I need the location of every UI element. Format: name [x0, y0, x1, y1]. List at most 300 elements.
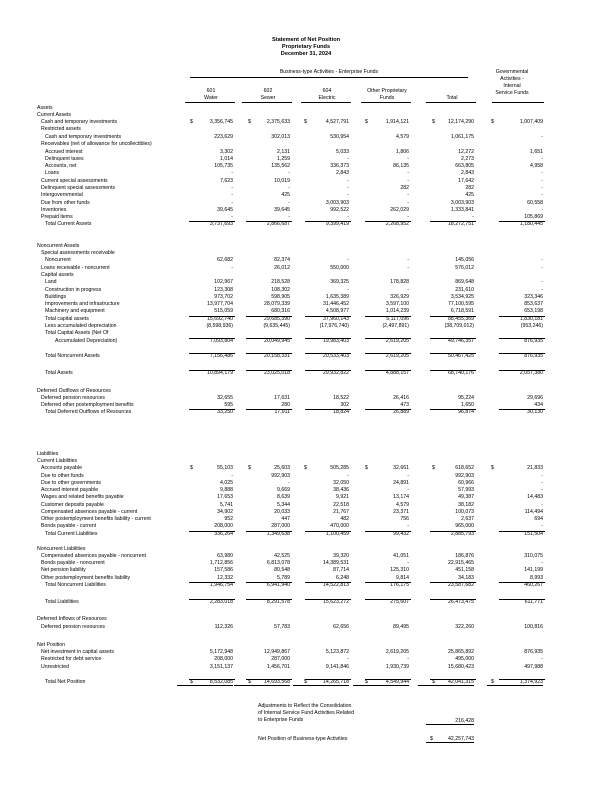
row-value: - — [347, 287, 349, 293]
row-label: Net investment in capital assets — [41, 649, 114, 655]
row-value: 1,014,239 — [385, 308, 409, 314]
column-header-rule — [185, 102, 235, 103]
row-value: 95,224 — [458, 395, 474, 401]
row-value: - — [541, 487, 543, 493]
row-value: - — [472, 214, 474, 220]
subtotal-rule — [430, 409, 476, 410]
row-value: 88,455,369 — [448, 316, 474, 322]
row-value: 141,199 — [524, 567, 543, 573]
row-value: 62,656 — [333, 624, 349, 630]
row-value: 108,302 — [271, 287, 290, 293]
row-value: 4,958 — [530, 163, 543, 169]
row-value: 218,528 — [271, 279, 290, 285]
column-header-3-l2: Electric — [318, 95, 336, 101]
row-label: Noncurrent — [45, 257, 71, 263]
column-header-1-l1: 601 — [206, 88, 216, 94]
row-value: 4,508,977 — [325, 308, 349, 314]
row-value: 460,267 — [524, 582, 543, 588]
row-label: Due to other governments — [41, 480, 101, 486]
subtotal-rule — [430, 338, 476, 339]
row-value: - — [541, 502, 543, 508]
row-value: 447 — [281, 516, 290, 522]
row-value: 3,597,100 — [385, 301, 409, 307]
row-value: - — [231, 473, 233, 479]
row-value: - — [347, 192, 349, 198]
net-position-business-value: 42,257,743 — [426, 736, 474, 743]
row-value: 2,268,952 — [385, 221, 409, 227]
row-value: 530,954 — [330, 134, 349, 140]
subtotal-rule — [365, 582, 411, 583]
row-label: Total Assets — [45, 370, 73, 376]
row-value: 32,661 — [393, 465, 409, 471]
row-value: 15,680,423 — [448, 664, 474, 670]
title-line-1: Statement of Net Position — [271, 37, 341, 43]
row-value: 1,100,459 — [325, 531, 349, 537]
row-value: 14,389,531 — [323, 560, 349, 566]
row-label: Loans receivable - noncurrent — [41, 265, 110, 271]
row-value: 1,180,445 — [519, 221, 543, 227]
row-value: 6,248 — [336, 575, 349, 581]
row-label: Current Liabilities — [37, 458, 78, 464]
row-value: 208,000 — [214, 523, 233, 529]
row-value: 756 — [400, 516, 409, 522]
gov-header-2: Activities - — [500, 76, 524, 82]
row-value: - — [407, 560, 409, 566]
row-value: 49,387 — [458, 494, 474, 500]
row-label: Machinery and equipment — [45, 308, 105, 314]
row-value: 611,771 — [524, 599, 543, 605]
subtotal-rule — [246, 531, 292, 532]
row-value: 29,696 — [527, 395, 543, 401]
row-value: 8,993 — [530, 575, 543, 581]
row-label: Wages and related benefits payable — [41, 494, 124, 500]
row-value: 28,079,339 — [264, 301, 290, 307]
row-value: - — [541, 178, 543, 184]
row-value: 14,265,718 — [293, 679, 349, 686]
subtotal-rule — [305, 370, 351, 371]
row-label: Unrestricted — [41, 664, 69, 670]
row-value: 157,586 — [214, 567, 233, 573]
row-value: 8,639 — [277, 494, 290, 500]
dollar-sign: $ — [491, 119, 494, 125]
row-value: 5,789 — [277, 575, 290, 581]
row-value: 39,320 — [333, 553, 349, 559]
row-value: 23,025,018 — [264, 370, 290, 376]
subtotal-rule — [189, 316, 235, 317]
row-value: 12,332 — [217, 575, 233, 581]
row-value: 208,000 — [214, 656, 233, 662]
row-value: - — [407, 200, 409, 206]
row-label: Bonds payable - noncurrent — [41, 560, 105, 566]
row-value: 2,619,205 — [385, 649, 409, 655]
row-value: 37,960,143 — [323, 316, 349, 322]
row-value: 178,828 — [390, 279, 409, 285]
subtotal-rule — [430, 221, 476, 222]
row-value: (953,246) — [520, 323, 543, 329]
row-value: 497,988 — [524, 664, 543, 670]
row-value: 2,619,205 — [385, 338, 409, 344]
row-label: Inventories — [41, 207, 67, 213]
row-label: Deferred Inflows of Resources — [37, 616, 107, 622]
row-value: 14,693,568 — [234, 679, 290, 686]
row-label: Total Capital Assets (Net Of — [45, 330, 109, 336]
row-label: Buildings — [45, 294, 67, 300]
row-value: 336,264 — [214, 531, 233, 537]
row-value: 105,735 — [214, 163, 233, 169]
row-value: 9,814 — [396, 575, 409, 581]
row-value: 12,949,867 — [264, 649, 290, 655]
row-value: 282 — [465, 185, 474, 191]
row-value: 287,000 — [271, 523, 290, 529]
gov-header-3: Internal — [503, 83, 521, 89]
subtotal-rule — [305, 221, 351, 222]
row-label: Total Current Assets — [45, 221, 92, 227]
row-value: 495,000 — [455, 656, 474, 662]
row-value: 425 — [465, 192, 474, 198]
dollar-sign: $ — [248, 465, 251, 471]
row-value: - — [288, 214, 290, 220]
column-header-5-l2: Total — [446, 95, 458, 101]
row-value: 57,993 — [458, 487, 474, 493]
row-value: 1,930,739 — [385, 664, 409, 670]
row-label: Prepaid items — [41, 214, 73, 220]
row-value: 7,156,486 — [209, 353, 233, 359]
subtotal-rule — [365, 599, 411, 600]
row-value: 17,911 — [274, 409, 290, 415]
row-value: 55,103 — [217, 465, 233, 471]
row-value: 3,737,693 — [209, 221, 233, 227]
row-value: 876,935 — [524, 338, 543, 344]
row-value: - — [541, 287, 543, 293]
row-value: 22,915,465 — [448, 560, 474, 566]
row-value: 26,012 — [274, 265, 290, 271]
row-value: 287,000 — [271, 656, 290, 662]
column-header-rule — [361, 102, 411, 103]
row-label: Loans — [45, 170, 60, 176]
dollar-sign: $ — [304, 679, 307, 685]
row-value: 680,316 — [271, 308, 290, 314]
row-value: 326,929 — [390, 294, 409, 300]
row-value: - — [541, 279, 543, 285]
row-value: 57,783 — [274, 624, 290, 630]
row-value: 105,869 — [524, 214, 543, 220]
row-value: 100,073 — [455, 509, 474, 515]
row-value: 1,014 — [220, 156, 233, 162]
row-value: 21,767 — [333, 509, 349, 515]
subtotal-rule — [246, 370, 292, 371]
subtotal-rule — [305, 531, 351, 532]
subtotal-rule — [189, 353, 235, 354]
subtotal-rule — [246, 582, 292, 583]
row-value: - — [541, 134, 543, 140]
row-value: - — [541, 473, 543, 479]
row-value: 26,473,475 — [448, 599, 474, 605]
row-value: 1,651 — [530, 149, 543, 155]
row-label: Receivables (net of allowance for uncollectibles) — [41, 141, 152, 147]
row-value: 87,714 — [333, 567, 349, 573]
row-label: Cash and temporary investments — [45, 134, 122, 140]
row-value: 3,356,745 — [209, 119, 233, 125]
row-value: 576,012 — [455, 265, 474, 271]
row-value: - — [347, 178, 349, 184]
row-label: Less accumulated depreciation — [45, 323, 117, 329]
row-value: 2,619,205 — [385, 353, 409, 359]
row-value: - — [288, 480, 290, 486]
row-value: 151,504 — [524, 531, 543, 537]
dollar-sign: $ — [365, 119, 368, 125]
row-label: Cash and temporary investments — [41, 119, 118, 125]
row-value: 10,019 — [274, 178, 290, 184]
row-value: - — [347, 214, 349, 220]
row-value: 82,374 — [274, 257, 290, 263]
row-value: 29,932,822 — [323, 370, 349, 376]
row-label: Deferred pension resources — [41, 395, 106, 401]
group-header: Business-type Activities - Enterprise Funds — [279, 69, 379, 75]
row-label: Noncurrent Assets — [37, 243, 80, 249]
row-value: 262,029 — [390, 207, 409, 213]
row-value: 60,966 — [458, 480, 474, 486]
row-value: 24,891 — [393, 480, 409, 486]
row-label: Total Net Position — [45, 679, 86, 685]
row-label: Compensated absences payable - current — [41, 509, 138, 515]
row-value: - — [231, 214, 233, 220]
column-header-2-l2: Sewer — [260, 95, 276, 101]
row-value: 1,806 — [396, 149, 409, 155]
row-value: 25,865,892 — [448, 649, 474, 655]
row-value: - — [407, 156, 409, 162]
row-value: 18,272,751 — [448, 221, 474, 227]
row-value: 992,522 — [330, 207, 349, 213]
row-value: - — [407, 287, 409, 293]
row-value: 38,436 — [333, 487, 349, 493]
row-value: 302 — [340, 402, 349, 408]
row-label: Other postemployment benefits liability — [41, 575, 131, 581]
subtotal-rule — [365, 370, 411, 371]
row-value: 26,416 — [393, 395, 409, 401]
row-label: Total Noncurrent Assets — [45, 353, 100, 359]
row-value: 9,399,419 — [325, 221, 349, 227]
row-value: 3,151,137 — [209, 664, 233, 670]
row-value: 20,049,945 — [264, 338, 290, 344]
row-value: 470,000 — [330, 523, 349, 529]
row-value: 32,050 — [333, 480, 349, 486]
row-value: 3,003,903 — [325, 200, 349, 206]
row-value: 369,325 — [330, 279, 349, 285]
row-value: (38,709,012) — [444, 323, 474, 329]
subtotal-rule — [499, 370, 545, 371]
row-value: - — [347, 656, 349, 662]
row-value: - — [407, 487, 409, 493]
row-value: 322,260 — [455, 624, 474, 630]
subtotal-rule — [305, 679, 351, 680]
row-label: Deferred pension resources — [41, 624, 106, 630]
row-label: Delinquent special assessments — [41, 185, 116, 191]
row-label: Total Deferred Outflows of Resources — [45, 409, 132, 415]
row-value: 275,607 — [390, 599, 409, 605]
title-line-2: Proprietary Funds — [281, 44, 331, 50]
row-value: - — [231, 192, 233, 198]
row-value: 302,013 — [271, 134, 290, 140]
row-value: 34,902 — [217, 509, 233, 515]
subtotal-rule — [365, 531, 411, 532]
row-value: 473 — [400, 402, 409, 408]
subtotal-rule — [305, 409, 351, 410]
dollar-sign: $ — [365, 679, 368, 685]
subtotal-rule — [305, 316, 351, 317]
row-value: (2,497,891) — [382, 323, 409, 329]
row-value: 31,446,452 — [323, 301, 349, 307]
row-value: 25,603 — [274, 465, 290, 471]
row-value: 663,805 — [455, 163, 474, 169]
row-value: (17,976,740) — [319, 323, 349, 329]
row-value: 125,310 — [390, 567, 409, 573]
subtotal-rule — [305, 338, 351, 339]
row-value: - — [407, 265, 409, 271]
row-value: 7,093,804 — [209, 338, 233, 344]
row-value: - — [541, 257, 543, 263]
row-label: Due to other funds — [41, 473, 84, 479]
subtotal-rule — [365, 221, 411, 222]
row-value: 4,579 — [396, 502, 409, 508]
row-value: 876,935 — [524, 353, 543, 359]
row-value: 515,059 — [214, 308, 233, 314]
row-value: 223,629 — [214, 134, 233, 140]
row-value: - — [347, 156, 349, 162]
row-value: 4,888,157 — [385, 370, 409, 376]
column-header-4-l2: Funds — [379, 95, 395, 101]
row-label: Intergovernmental — [41, 192, 83, 198]
row-value: 231,610 — [455, 287, 474, 293]
row-value: 2,885,793 — [450, 531, 474, 537]
subtotal-rule — [246, 353, 292, 354]
subtotal-rule — [430, 599, 476, 600]
row-value: 598,905 — [271, 294, 290, 300]
row-value: 2,843 — [461, 170, 474, 176]
row-value: 1,456,701 — [266, 664, 290, 670]
row-label: Assets — [37, 105, 53, 111]
subtotal-rule — [430, 531, 476, 532]
row-value: 5,117,096 — [386, 316, 409, 322]
row-value: 1,635,389 — [325, 294, 349, 300]
column-header-4-l1: Other Proprietary — [367, 88, 407, 94]
row-value: 13,977,704 — [207, 301, 233, 307]
row-value: 20,158,331 — [264, 353, 290, 359]
subtotal-rule — [246, 409, 292, 410]
subtotal-rule — [499, 582, 545, 583]
subtotal-rule — [499, 338, 545, 339]
row-value: 17,653 — [217, 494, 233, 500]
row-value: 9,888 — [220, 487, 233, 493]
subtotal-rule — [305, 582, 351, 583]
subtotal-rule — [246, 338, 292, 339]
row-value: 39,645 — [217, 207, 233, 213]
row-value: 6,718,591 — [450, 308, 474, 314]
row-value: 34,183 — [458, 575, 474, 581]
subtotal-rule — [246, 221, 292, 222]
subtotal-rule — [189, 370, 235, 371]
row-value: - — [407, 214, 409, 220]
subtotal-rule — [430, 582, 476, 583]
row-label: Land — [45, 279, 57, 285]
subtotal-rule — [430, 679, 476, 680]
row-value: 123,308 — [214, 287, 233, 293]
row-value: 595 — [224, 402, 233, 408]
row-value: 1,830,181 — [519, 316, 543, 322]
dollar-sign: $ — [304, 465, 307, 471]
subtotal-rule — [430, 353, 476, 354]
subtotal-rule — [499, 409, 545, 410]
row-value: 4,527,791 — [325, 119, 349, 125]
row-label: Current special assessments — [41, 178, 108, 184]
row-value: 5,123,872 — [325, 649, 349, 655]
row-value: 2,843 — [336, 170, 349, 176]
row-value: - — [231, 265, 233, 271]
row-value: 114,494 — [524, 509, 543, 515]
row-value: - — [288, 170, 290, 176]
row-value: (8,598,936) — [206, 323, 233, 329]
subtotal-rule — [189, 221, 235, 222]
dollar-sign: $ — [248, 679, 251, 685]
row-value: - — [541, 480, 543, 486]
row-label: Current Assets — [37, 112, 72, 118]
row-value: 102,967 — [214, 279, 233, 285]
row-value: 482 — [340, 516, 349, 522]
row-value: 20,533,403 — [323, 353, 349, 359]
row-value: 1,349,638 — [266, 531, 290, 537]
row-value: 1,259 — [277, 156, 290, 162]
subtotal-rule — [189, 582, 235, 583]
row-value: 3,302 — [220, 149, 233, 155]
subtotal-rule — [430, 316, 476, 317]
row-value: 8,532,085 — [177, 679, 233, 686]
subtotal-rule — [365, 353, 411, 354]
title-line-3: December 31, 2024 — [280, 51, 332, 57]
row-value: 23,587,682 — [448, 582, 474, 588]
row-value: - — [541, 156, 543, 162]
net-position-business-label: Net Position of Business-type Activities — [258, 736, 348, 742]
adjust-line-3: to Enterprise Funds — [258, 717, 304, 723]
row-value: 323,346 — [524, 294, 543, 300]
row-label: Due from other funds — [41, 200, 90, 206]
row-value: 60,558 — [527, 200, 543, 206]
row-value: - — [541, 265, 543, 271]
row-value: 965,000 — [455, 523, 474, 529]
row-label: Construction in progress — [45, 287, 102, 293]
row-value: - — [407, 178, 409, 184]
row-value: 952 — [224, 516, 233, 522]
row-value: 145,056 — [455, 257, 474, 263]
row-value: 1,374,923 — [487, 679, 543, 686]
row-value: 39,645 — [274, 207, 290, 213]
row-value: 14,522,813 — [323, 582, 349, 588]
row-value: 17,631 — [274, 395, 290, 401]
row-label: Total Noncurrent Liabilities — [45, 582, 106, 588]
row-value: - — [231, 170, 233, 176]
row-value: - — [541, 185, 543, 191]
column-header-rule — [492, 102, 544, 103]
row-value: 30,130 — [527, 409, 543, 415]
subtotal-rule — [499, 316, 545, 317]
row-value: 13,174 — [393, 494, 409, 500]
dollar-sign: $ — [491, 679, 494, 685]
row-value: 50,467,425 — [448, 353, 474, 359]
row-value: 869,648 — [455, 279, 474, 285]
row-label: Net pension liability — [41, 567, 86, 573]
subtotal-rule — [499, 353, 545, 354]
row-label: Restricted for debt service — [41, 656, 102, 662]
subtotal-rule — [365, 338, 411, 339]
row-label: Net Position — [37, 642, 65, 648]
